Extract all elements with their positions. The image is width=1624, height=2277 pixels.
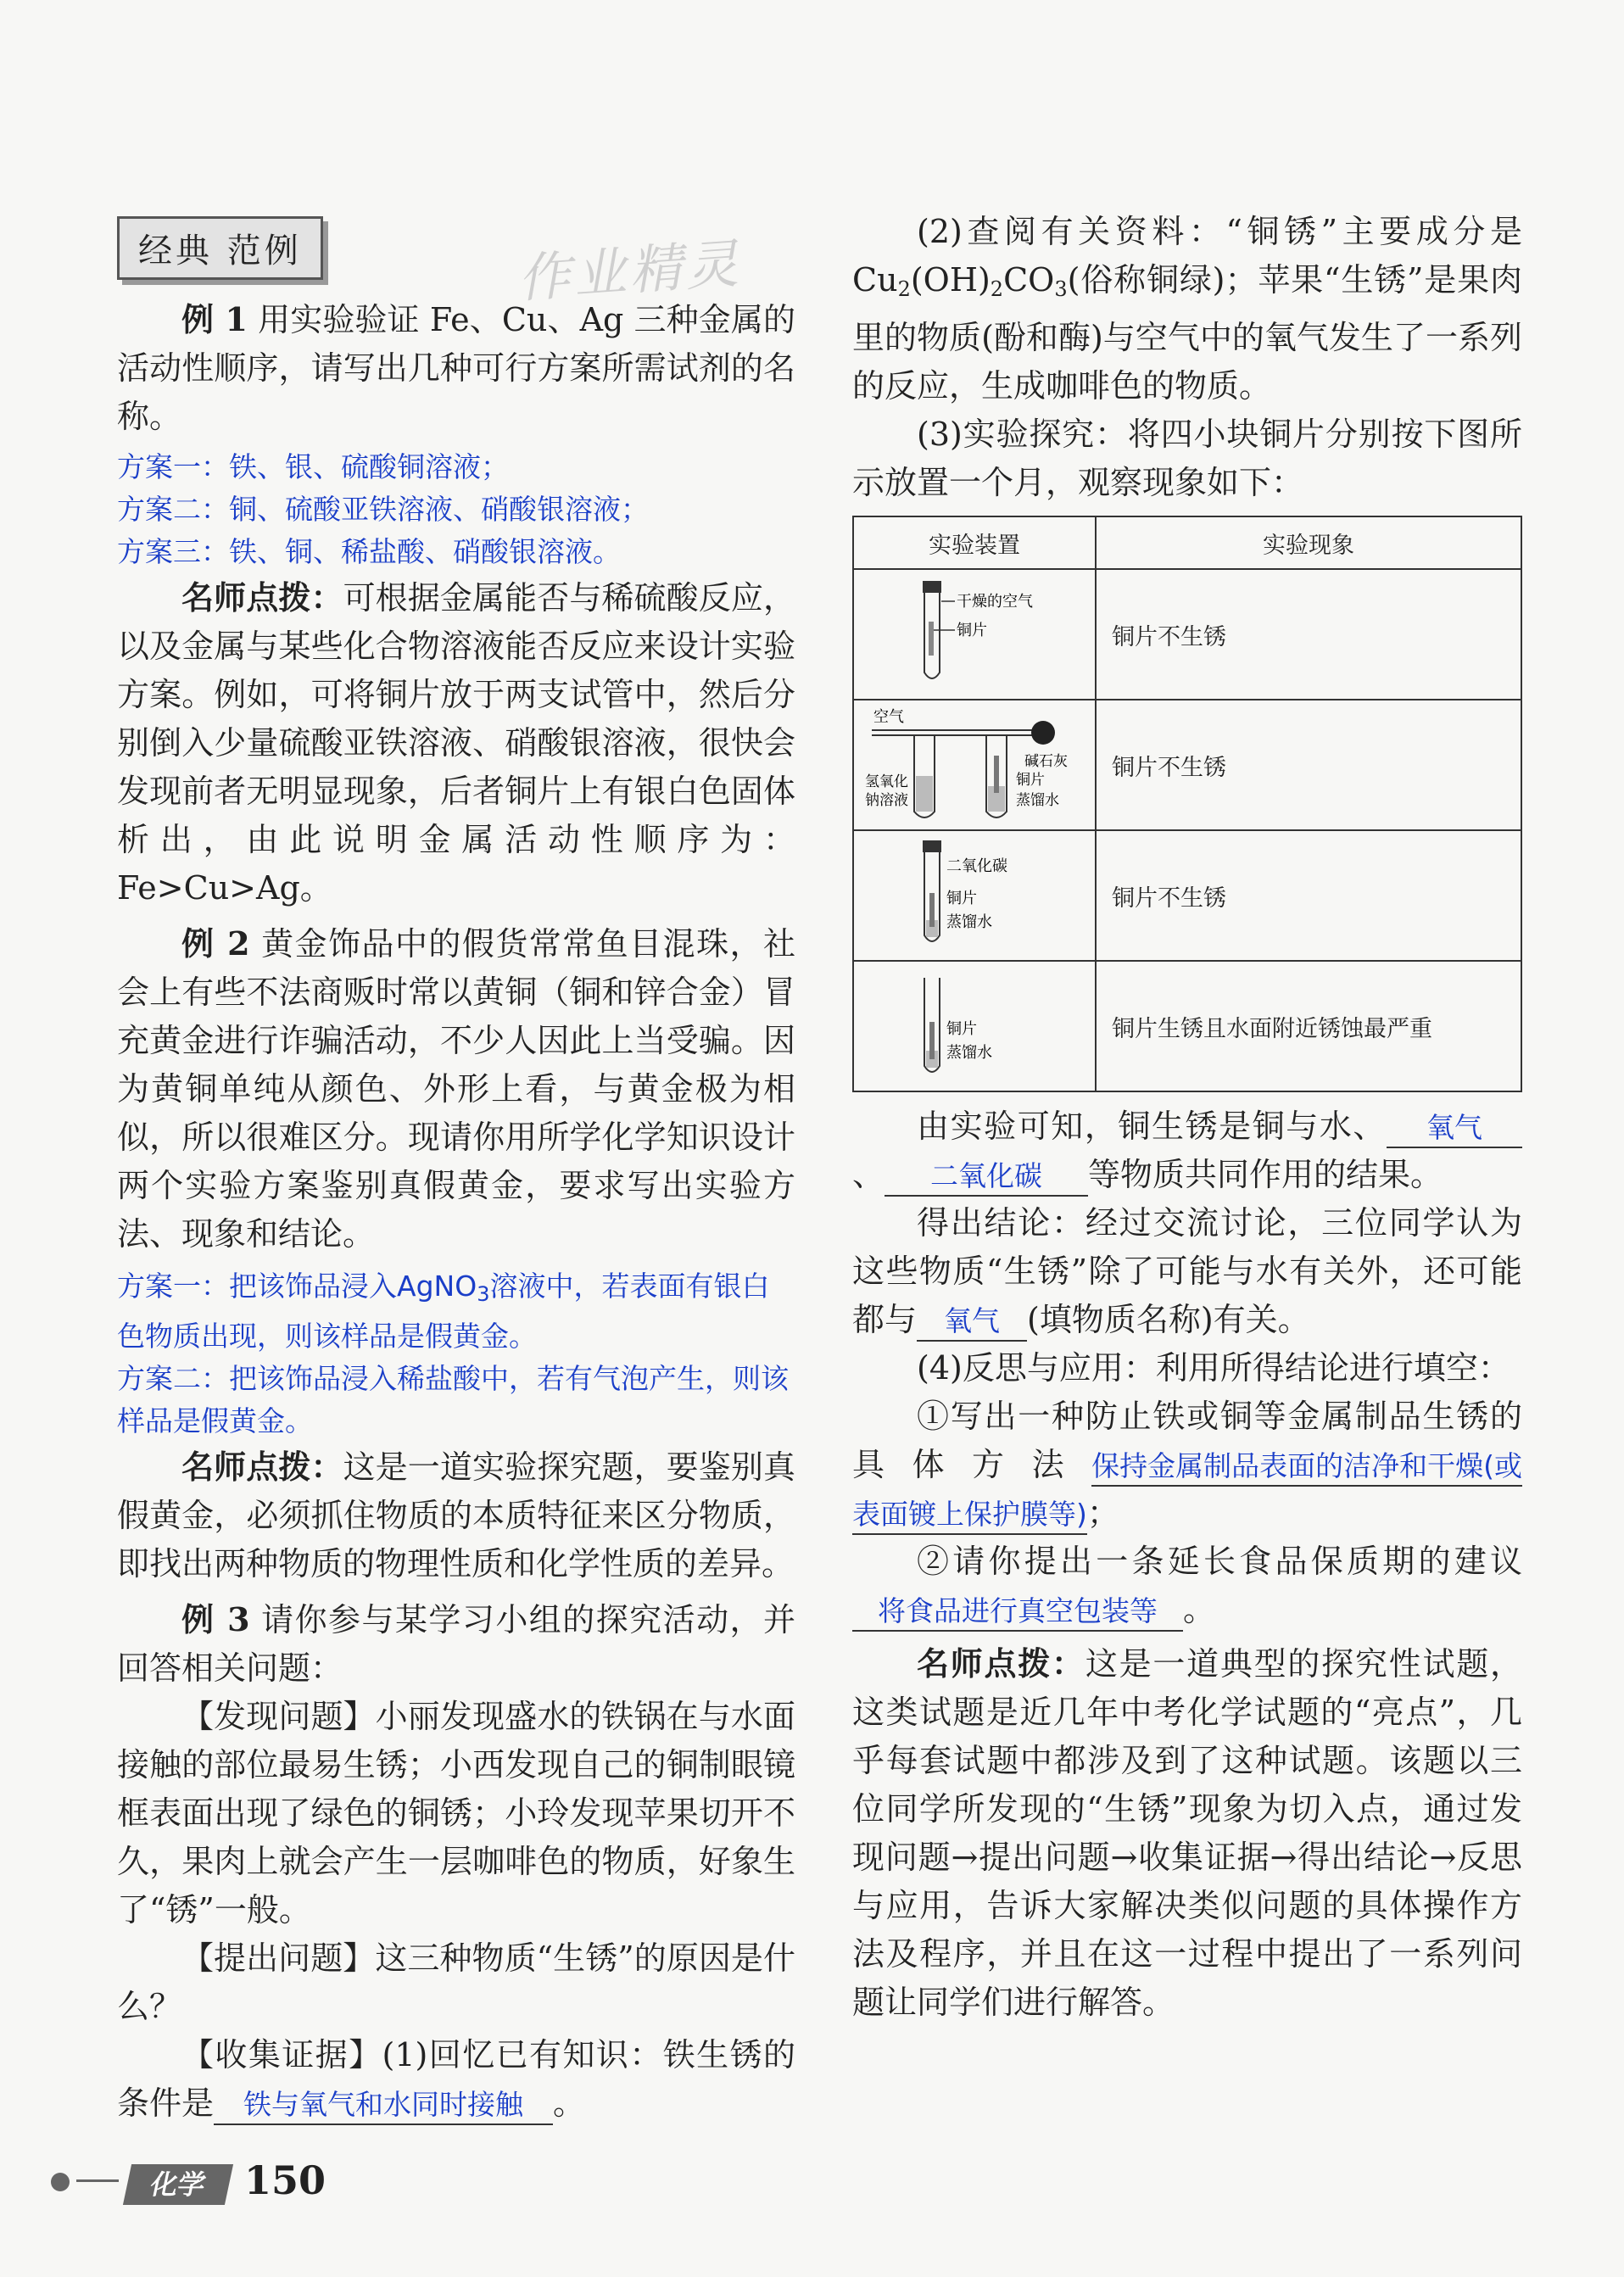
tip-2 [117,1443,795,1588]
test-tube-diagram [855,571,1094,698]
answer-line: 方案三：铁、铜、稀盐酸、硝酸银溶液。 [117,535,621,568]
label: 蒸馏水 [946,1044,992,1062]
example-1-label: 例 1 [181,300,248,338]
table-row [853,830,1521,961]
label: 蒸馏水 [1016,792,1059,809]
label: 氢氧化 [865,773,908,790]
result-cell: 铜片不生锈 [1096,700,1521,830]
section-badge: 经典 范例 [117,216,323,280]
apparatus-co2 [853,830,1096,961]
apparatus-open-air [853,961,1096,1091]
example-1 [117,295,795,441]
answer-blank: 保持金属制品表面的洁净和干燥(或 [1091,1448,1522,1487]
tip-1-text: 可根据金属能否与稀硫酸反应，以及金属与某些化合物溶液能否反应来设计实验方案。例如，可将铜片放于两支试管中，然后分别倒入少量硫酸亚铁溶液、硝酸银溶液，很快会发现前者无明显现象，后者铜片上有银白色固体析出，由此说明金属活动性顺序为：Fe>Cu>Ag。 [117,579,795,907]
question-2: ②请你提出一条延长食品保质期的建议将食品进行真空包装等 。 [852,1538,1522,1634]
table-header-row [853,516,1521,569]
answer-blank: 表面镀上保护膜等) [852,1496,1087,1535]
result-cell: 铜片生锈且水面附近锈蚀最严重 [1096,961,1521,1091]
example-1-text: 用实验验证 Fe、Cu、Ag 三种金属的活动性顺序，请写出几种可行方案所需试剂的名称。 [117,301,795,435]
step-2: (2)查阅有关资料：“铜锈”主要成分是 $Cu_2(OH)_2CO_3$(俗称铜绿)；苹果“生锈”是果肉里的物质(酚和酶)与空气中的氧气发生了一系列的反应，生成咖啡色的物质。 [852,213,1522,405]
step-4: (4)反思与应用：利用所得结论进行填空： [917,1349,1510,1387]
right-column [852,208,1522,2027]
tube-train-diagram [855,701,1094,829]
label: 铜片 [946,890,977,907]
tip-3 [852,1639,1522,2027]
label: 干燥的空气 [957,593,1033,611]
example-3 [117,1595,795,1693]
table-header: 实验现象 [1096,516,1521,569]
answer-line: 方案二：把该饰品浸入稀盐酸中，若有气泡产生，则该样品是假黄金。 [117,1362,789,1437]
left-column [117,295,795,2128]
step-3: (3)实验探究：将四小块铜片分别按下图所示放置一个月，观察现象如下： [852,416,1522,501]
footer-rule [76,2179,119,2182]
example-3-label: 例 3 [181,1600,250,1638]
apparatus-air-naoh [853,700,1096,830]
tip-label: 名师点拨： [917,1644,1085,1683]
find-problem: 【发现问题】小丽发现盛水的铁锅在与水面接触的部位最易生锈；小西发现自己的铜制眼镜框表面出现了绿色的铜锈；小玲发现苹果切开不久，果肉上就会产生一层咖啡色的物质，好象生了“锈”一般。 [117,1698,795,1928]
table-row [853,961,1521,1091]
raise-problem: 【提出问题】这三种物质“生锈”的原因是什么？ [117,1939,795,2025]
example-3-text: 请你参与某学习小组的探究活动，并回答相关问题： [117,1601,795,1687]
final-conclusion: 得出结论：经过交流讨论，三位同学认为这些物质“生锈”除了可能与水有关外，还可能都与 氧气 (填物质名称)有关。 [852,1199,1522,1344]
footer-dot-icon [51,2173,70,2191]
table-row [853,569,1521,700]
example-2-text: 黄金饰品中的假货常常鱼目混珠，社会上有些不法商贩时常以黄铜（铜和锌合金）冒充黄金进行诈骗活动，不少人因此上当受骗。因为黄铜单纯从颜色、外形上看，与黄金极为相似，所以很难区分。现请你用所学化学知识设计两个实验方案鉴别真假黄金，要求写出实验方法、现象和结论。 [117,925,795,1253]
example-2-answers [117,1265,795,1443]
tip-2-text: 这是一道实验探究题，要鉴别真假黄金，必须抓住物质的本质特征来区分物质，即找出两种物质的物理性质和化学性质的差异。 [117,1448,795,1582]
label: 碱石灰 [1024,753,1068,770]
answer-blank: 二氧化碳 [885,1158,1088,1197]
label: 铜片 [1016,772,1045,789]
watermark: 作业精灵 [516,232,744,310]
answer-line: 方案二：铜、硫酸亚铁溶液、硝酸银溶液； [117,493,649,526]
label: 蒸馏水 [946,913,992,931]
question-1: ①写出一种防止铁或铜等金属制品生锈的具体方法保持金属制品表面的洁净和干燥(或表面镀上保护膜等)； [852,1392,1522,1538]
collect-evidence: 【收集证据】(1)回忆已有知识：铁生锈的条件是 铁与氧气和水同时接触 。 [117,2031,795,2128]
tip-label: 名师点拨： [181,1448,343,1486]
answer-line: 方案一：把该饰品浸入AgNO$_3$溶液中，若表面有银白色物质出现，则该样品是假黄金。 [117,1270,770,1353]
test-tube-diagram [855,832,1094,959]
tip-1 [117,573,795,912]
copper-conclusion: 由实验可知，铜生锈是铜与水、 氧气、 二氧化碳 等物质共同作用的结果。 [852,1102,1522,1199]
result-cell: 铜片不生锈 [1096,569,1521,700]
tip-label: 名师点拨： [181,578,343,617]
answer-blank: 氧气 [917,1303,1027,1342]
answer-blank: 将食品进行真空包装等 [852,1593,1183,1632]
page-number: 150 [244,2157,326,2203]
experiment-table [852,516,1522,1092]
example-2-label: 例 2 [181,924,250,963]
answer-line: 方案一：铁、银、硫酸铜溶液； [117,450,509,483]
label: 铜片 [957,622,987,639]
subject-badge: 化学 [123,2164,233,2205]
example-2 [117,919,795,1258]
test-tube-diagram [855,963,1094,1090]
example-1-answers [117,446,795,573]
apparatus-dry-air [853,569,1096,700]
label: 二氧化碳 [946,857,1007,875]
result-cell: 铜片不生锈 [1096,830,1521,961]
tip-3-text: 这是一道典型的探究性试题，这类试题是近几年中考化学试题的“亮点”，几乎每套试题中都涉及到了这种试题。该题以三位同学所发现的“生锈”现象为切入点，通过发现问题→提出问题→收集证据→得出结论→反思与应用，告诉大家解决类似问题的具体操作方法及程序，并且在这一过程中提出了一系列问题让同学们进行解答。 [852,1645,1522,2021]
label: 空气 [873,708,904,726]
label: 钠溶液 [865,792,908,809]
table-header: 实验装置 [853,516,1096,569]
table-row [853,700,1521,830]
label: 铜片 [946,1020,977,1038]
answer-blank: 氧气 [1387,1109,1522,1148]
answer-blank: 铁与氧气和水同时接触 [214,2086,553,2125]
